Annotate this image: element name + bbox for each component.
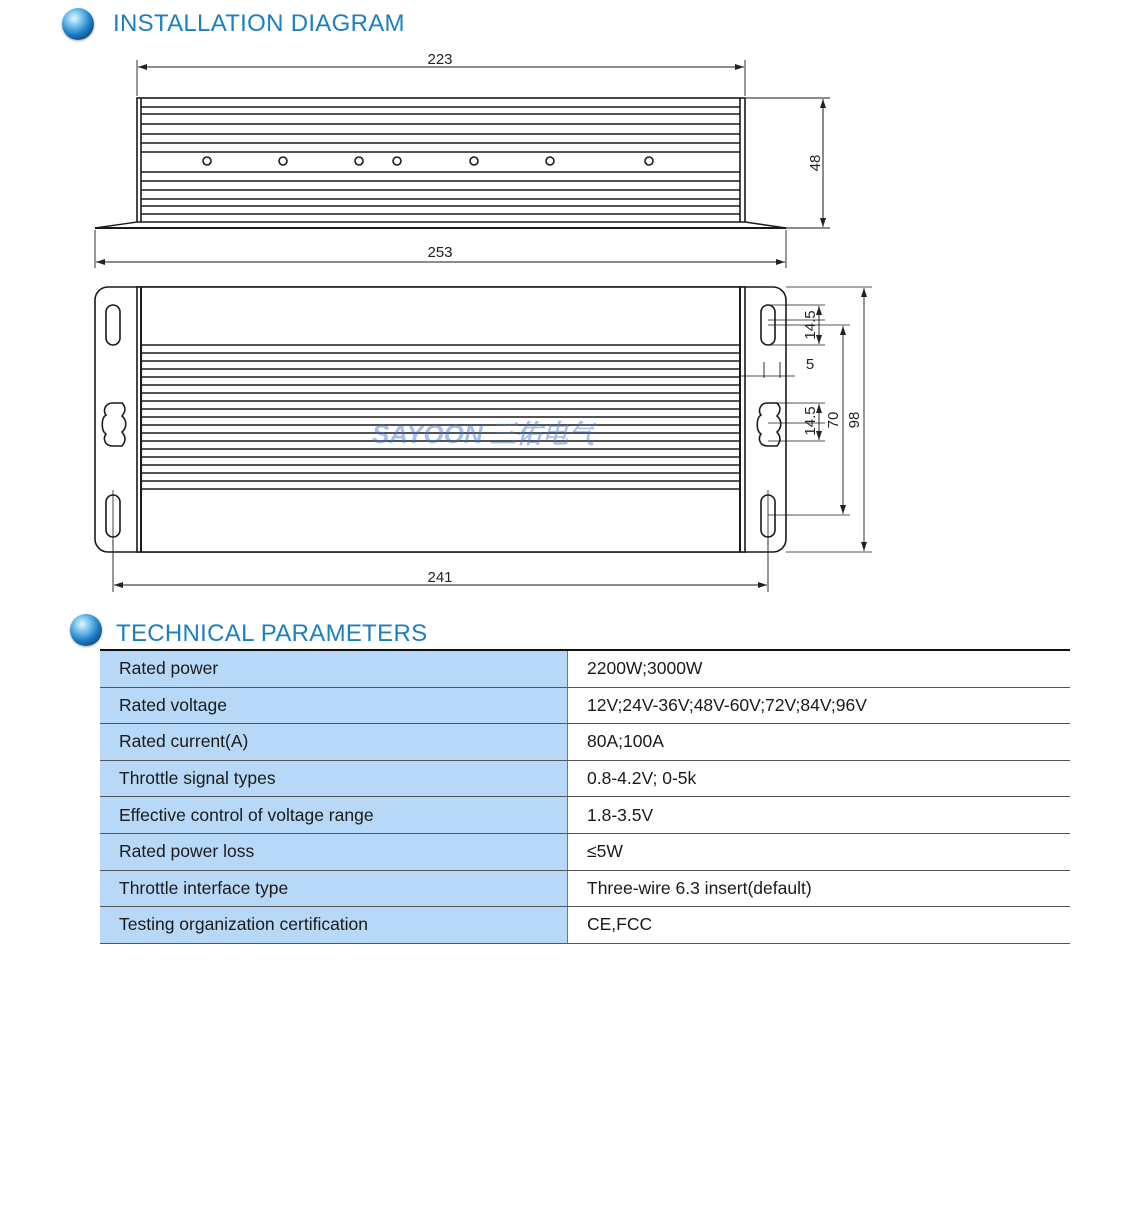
dim-hole-spacing: 241 xyxy=(427,569,453,586)
param-value: CE,FCC xyxy=(568,907,1071,944)
sphere-bullet-icon xyxy=(70,614,102,646)
dim-height: 48 xyxy=(807,154,824,172)
dim-base-width: 253 xyxy=(427,244,453,261)
side-view xyxy=(95,60,830,268)
watermark-logo: SAYOON 三佑电气 xyxy=(372,419,594,449)
table-row xyxy=(100,870,1070,907)
param-label: Rated power xyxy=(100,650,568,687)
param-value: 12V;24V-36V;48V-60V;72V;84V;96V xyxy=(568,687,1071,724)
param-label: Rated current(A) xyxy=(100,724,568,761)
table-row xyxy=(100,833,1070,870)
table-row xyxy=(100,797,1070,834)
table-row xyxy=(100,760,1070,797)
param-label: Rated power loss xyxy=(100,833,568,870)
param-value: 2200W;3000W xyxy=(568,650,1071,687)
technical-heading-text: TECHNICAL PARAMETERS xyxy=(116,620,428,647)
dim-gap: 5 xyxy=(805,356,815,373)
table-row xyxy=(100,724,1070,761)
param-value: 0.8-4.2V; 0-5k xyxy=(568,760,1071,797)
param-label: Throttle signal types xyxy=(100,760,568,797)
param-value: ≤5W xyxy=(568,833,1071,870)
dim-outer-height: 98 xyxy=(846,411,863,429)
table-row xyxy=(100,907,1070,944)
dim-slot-a: 14.5 xyxy=(802,310,819,340)
param-label: Throttle interface type xyxy=(100,870,568,907)
installation-diagram xyxy=(0,0,1137,600)
param-value: Three-wire 6.3 insert(default) xyxy=(568,870,1071,907)
param-value: 1.8-3.5V xyxy=(568,797,1071,834)
param-value: 80A;100A xyxy=(568,724,1071,761)
dim-slot-b: 14.5 xyxy=(802,406,819,436)
param-label: Effective control of voltage range xyxy=(100,797,568,834)
param-label: Rated voltage xyxy=(100,687,568,724)
table-row xyxy=(100,650,1070,687)
dim-inner-height: 70 xyxy=(825,411,842,429)
dim-top-width: 223 xyxy=(427,51,453,68)
table-row xyxy=(100,687,1070,724)
installation-heading-text: INSTALLATION DIAGRAM xyxy=(113,10,405,37)
param-label: Testing organization certification xyxy=(100,907,568,944)
technical-parameters-table xyxy=(100,649,1070,944)
technical-heading xyxy=(70,614,427,646)
